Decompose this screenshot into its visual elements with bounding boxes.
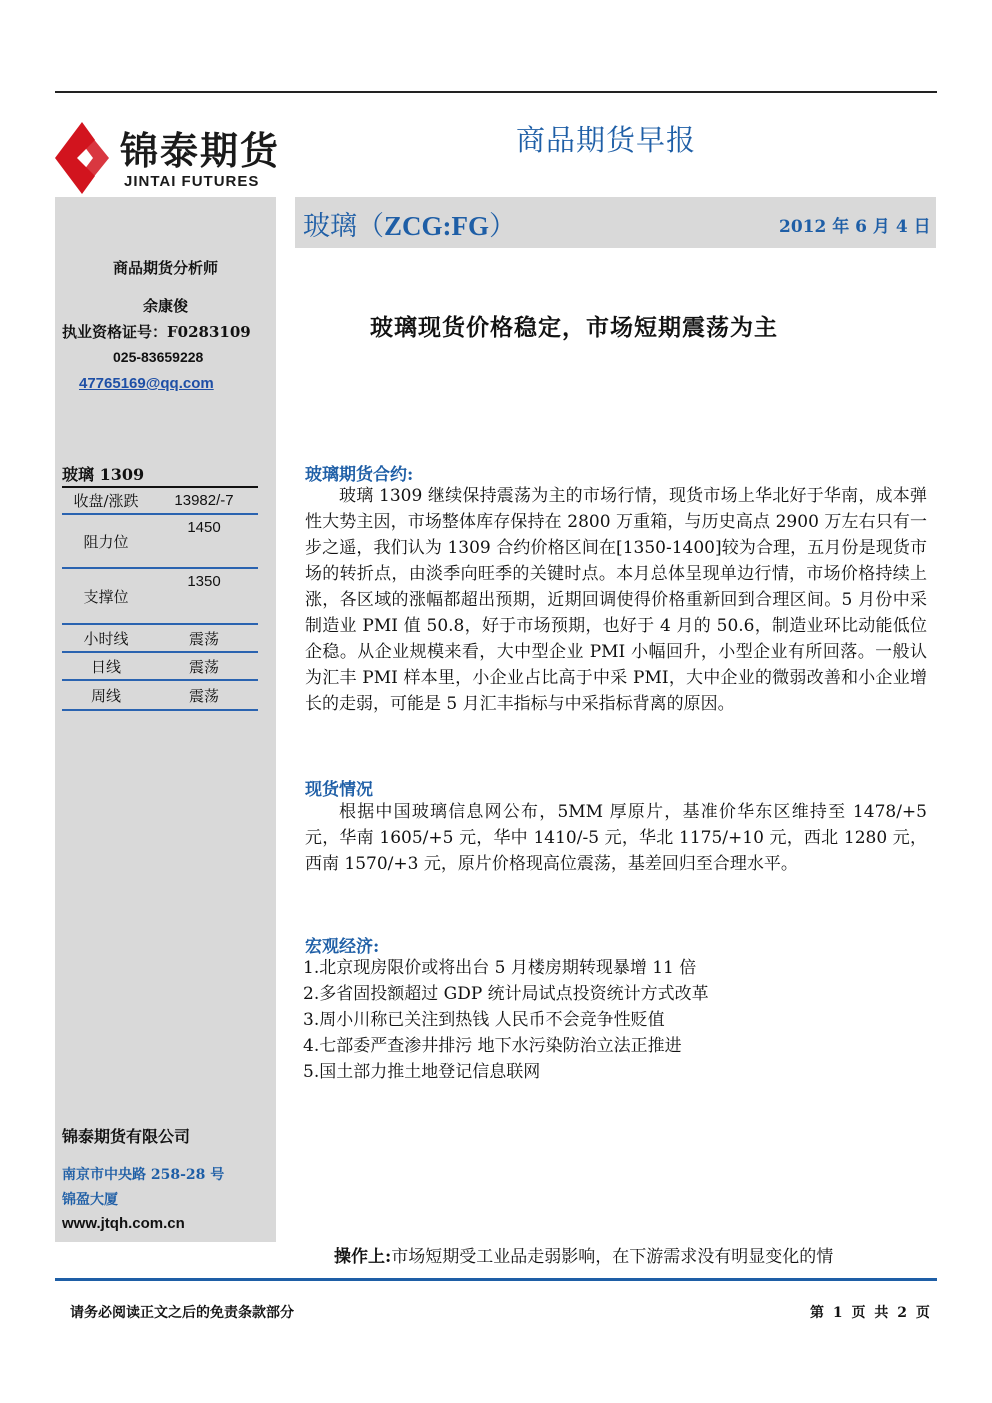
report-title: 商品期货早报: [516, 123, 697, 157]
title-prefix: 玻璃（: [303, 211, 384, 242]
quote-value: 1450: [150, 514, 258, 568]
analyst-license: 执业资格证号：F0283109: [62, 323, 251, 341]
quote-label: 周线: [62, 680, 150, 710]
analyst-phone: 025-83659228: [113, 349, 204, 365]
quote-row-resistance: [62, 514, 258, 568]
title-suffix: ）: [489, 211, 516, 242]
page-number: 第 1 页 共 2 页: [810, 1305, 932, 1321]
company-address-line1: 南京市中央路 258-28 号: [62, 1167, 225, 1183]
quote-row-support: [62, 568, 258, 624]
analyst-email-link[interactable]: 47765169@qq.com: [79, 375, 214, 392]
contract-name: 玻璃 1309: [62, 465, 145, 484]
commodity-title: [303, 204, 516, 243]
quote-value: 13982/-7: [150, 488, 258, 514]
quote-value: 震荡: [150, 624, 258, 652]
quote-label: 小时线: [62, 624, 150, 652]
section-body-spot: [305, 799, 927, 877]
contract-code: ZCG:FG: [384, 211, 489, 241]
quote-value: 震荡: [150, 652, 258, 680]
logo-english-name: JINTAI FUTURES: [124, 173, 260, 190]
quote-value: 1350: [150, 568, 258, 624]
company-website-link[interactable]: www.jtqh.com.cn: [62, 1215, 185, 1232]
quote-label: 日线: [62, 652, 150, 680]
analyst-name: 余康俊: [142, 297, 188, 315]
quote-row-daily: [62, 652, 258, 680]
quote-row-close: [62, 488, 258, 514]
paragraph: 玻璃 1309 继续保持震荡为主的市场行情，现货市场上华北好于华南，成本弹性大势主因，市场整体库存保持在 2800 万重箱，与历史高点 2900 万左右只有一步之遥，我们认为 1309 合约价格区间在[1350-1400]较为合理，五月份是现货市场的转折点，由淡季向旺季的关键时点。本月总体呈现单边行情，市场价格持续上涨，各区域的涨幅都超出预期，近期回调使得价格重新回到合理区间。5 月份中采制造业 PMI 值 50.8，好于市场预期，也好于 4 月的 50.6，制造业环比动能低位企稳。从企业规模来看，大中型企业 PMI 小幅回升，小型企业有所回落。一般认为汇丰 PMI 样本里，小企业占比高于中采 PMI，大中企业的微弱改善和小企业增长的走弱，可能是 5 月汇丰指标与中采指标背离的原因。: [305, 486, 927, 714]
operation-label: 操作上:: [334, 1247, 392, 1267]
list-item: 1.北京现房限价或将出台 5 月楼房期转现暴增 11 倍: [303, 958, 697, 978]
quote-row-weekly: [62, 680, 258, 710]
macro-news-list: [303, 955, 709, 1085]
section-heading-macro: 宏观经济:: [305, 937, 380, 957]
company-name: 锦泰期货有限公司: [62, 1127, 191, 1146]
list-item: 4.七部委严查渗井排污 地下水污染防治立法正推进: [303, 1036, 682, 1056]
jintai-logo-icon: [55, 122, 109, 194]
paragraph: 根据中国玻璃信息网公布，5MM 厚原片，基准价华东区维持至 1478/+5 元，华南 1605/+5 元，华中 1410/-5 元，华北 1175/+10 元，西北 1280 元，西南 1570/+3 元，原片价格现高位震荡，基差回归至合理水平。: [305, 802, 927, 874]
quote-label: 支撑位: [62, 568, 150, 624]
headline: 玻璃现货价格稳定，市场短期震荡为主: [370, 314, 778, 341]
report-date: 2012 年 6 月 4 日: [779, 217, 931, 237]
quote-table: [62, 488, 258, 711]
quote-row-hourly: [62, 624, 258, 652]
section-body-contract: [305, 483, 927, 717]
list-item: 2.多省固投额超过 GDP 统计局试点投资统计方式改革: [303, 984, 709, 1004]
disclaimer-note: 请务必阅读正文之后的免责条款部分: [70, 1305, 294, 1321]
section-heading-spot: 现货情况: [305, 780, 373, 800]
list-item: 3.周小川称已关注到热钱 人民币不会竞争性贬值: [303, 1010, 665, 1030]
section-heading-contract: 玻璃期货合约:: [305, 465, 414, 485]
company-address-line2: 锦盈大厦: [62, 1192, 118, 1208]
analyst-role: 商品期货分析师: [112, 259, 218, 277]
quote-value: 震荡: [150, 680, 258, 710]
operation-advice: [334, 1242, 833, 1267]
bottom-rule: [55, 1278, 937, 1281]
operation-text: 市场短期受工业品走弱影响，在下游需求没有明显变化的情: [391, 1247, 834, 1267]
logo-chinese-name: 锦泰期货: [120, 129, 281, 173]
top-rule: [55, 91, 937, 93]
quote-label: 阻力位: [62, 514, 150, 568]
quote-label: 收盘/涨跌: [62, 488, 150, 514]
list-item: 5.国土部力推土地登记信息联网: [303, 1062, 541, 1082]
